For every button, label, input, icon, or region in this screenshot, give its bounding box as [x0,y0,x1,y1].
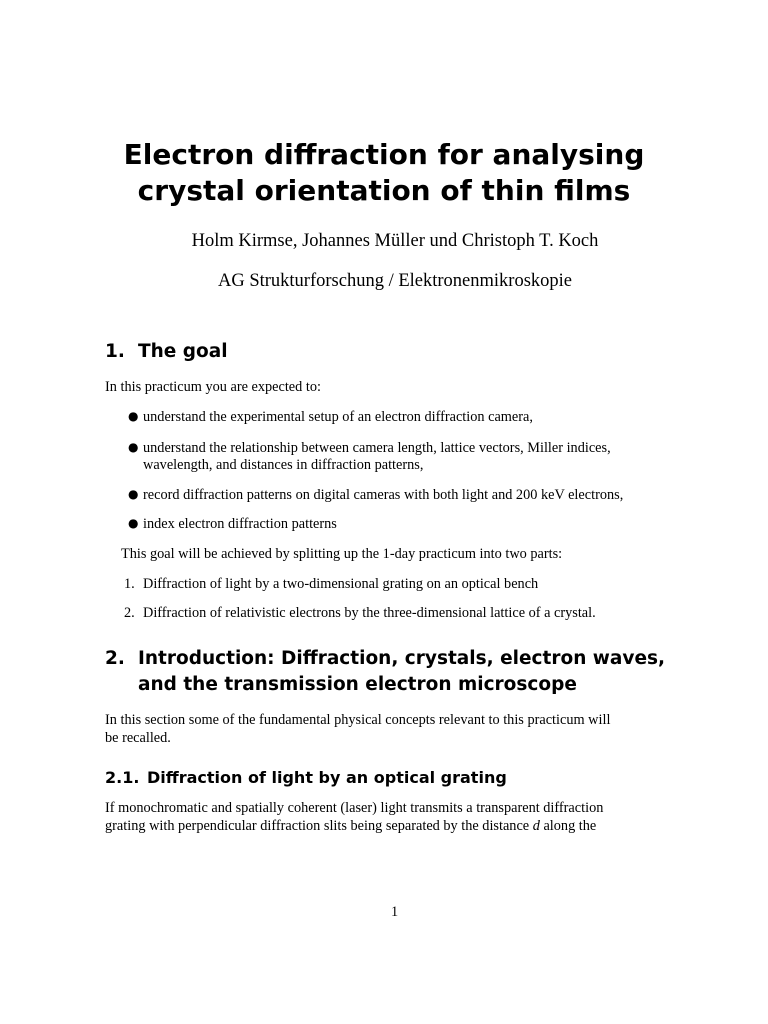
bullet-item-2-line-1: understand the relationship between camera length, lattice vectors, Miller indices, [143,440,611,456]
section-2-1-heading: Diffraction of light by an optical grating [147,768,507,787]
section-2-1-paragraph-line-2 [105,817,596,835]
page-number: 1 [391,904,399,920]
bullet-dot: ● [128,487,139,501]
bullet-dot: ● [128,409,139,423]
section-1-intro: In this practicum you are expected to: [105,379,321,395]
goal-text: This goal will be achieved by splitting up the 1-day practicum into two parts: [121,546,563,562]
enum-number-1: 1. [124,576,135,592]
variable-d: d [532,818,540,834]
section-2-1-paragraph-line-1: If monochromatic and spatially coherent (laser) light transmits a transparent diffraction [105,800,604,816]
bullet-item-4: index electron diffraction patterns [143,516,337,532]
section-1-heading: The goal [138,341,228,362]
paper-title-line-2: crystal orientation of thin films [137,174,631,207]
bullet-dot: ● [128,516,139,530]
section-2-1-number: 2.1. [105,768,140,787]
bullet-item-3: record diffraction patterns on digital cameras with both light and 200 keV electrons, [143,487,624,503]
section-2-heading-line-1: Introduction: Diffraction, crystals, electron waves, [138,648,666,669]
paragraph-text: grating with perpendicular diffraction slits being separated by the distance [105,818,530,834]
authors: Holm Kirmse, Johannes Müller und Christoph T. Koch [191,231,599,251]
section-2-paragraph-line-1: In this section some of the fundamental physical concepts relevant to this practicum will [105,712,611,728]
enum-number-2: 2. [124,605,135,621]
bullet-item-2-line-2: wavelength, and distances in diffraction patterns, [143,457,424,473]
section-2-heading-line-2: and the transmission electron microscope [138,674,577,695]
bullet-dot: ● [128,440,139,454]
enum-item-1: Diffraction of light by a two-dimensional grating on an optical bench [143,576,539,592]
affiliation: AG Strukturforschung / Elektronenmikroskopie [217,271,572,291]
paper-title-line-1: Electron diffraction for analysing [123,138,645,171]
section-2-number: 2. [105,648,125,669]
paragraph-text: along the [543,818,597,834]
enum-item-2: Diffraction of relativistic electrons by the three-dimensional lattice of a crystal. [143,605,596,621]
section-1-number: 1. [105,341,125,362]
section-2-paragraph-line-2: be recalled. [105,730,171,746]
bullet-item-1: understand the experimental setup of an electron diffraction camera, [143,409,533,425]
